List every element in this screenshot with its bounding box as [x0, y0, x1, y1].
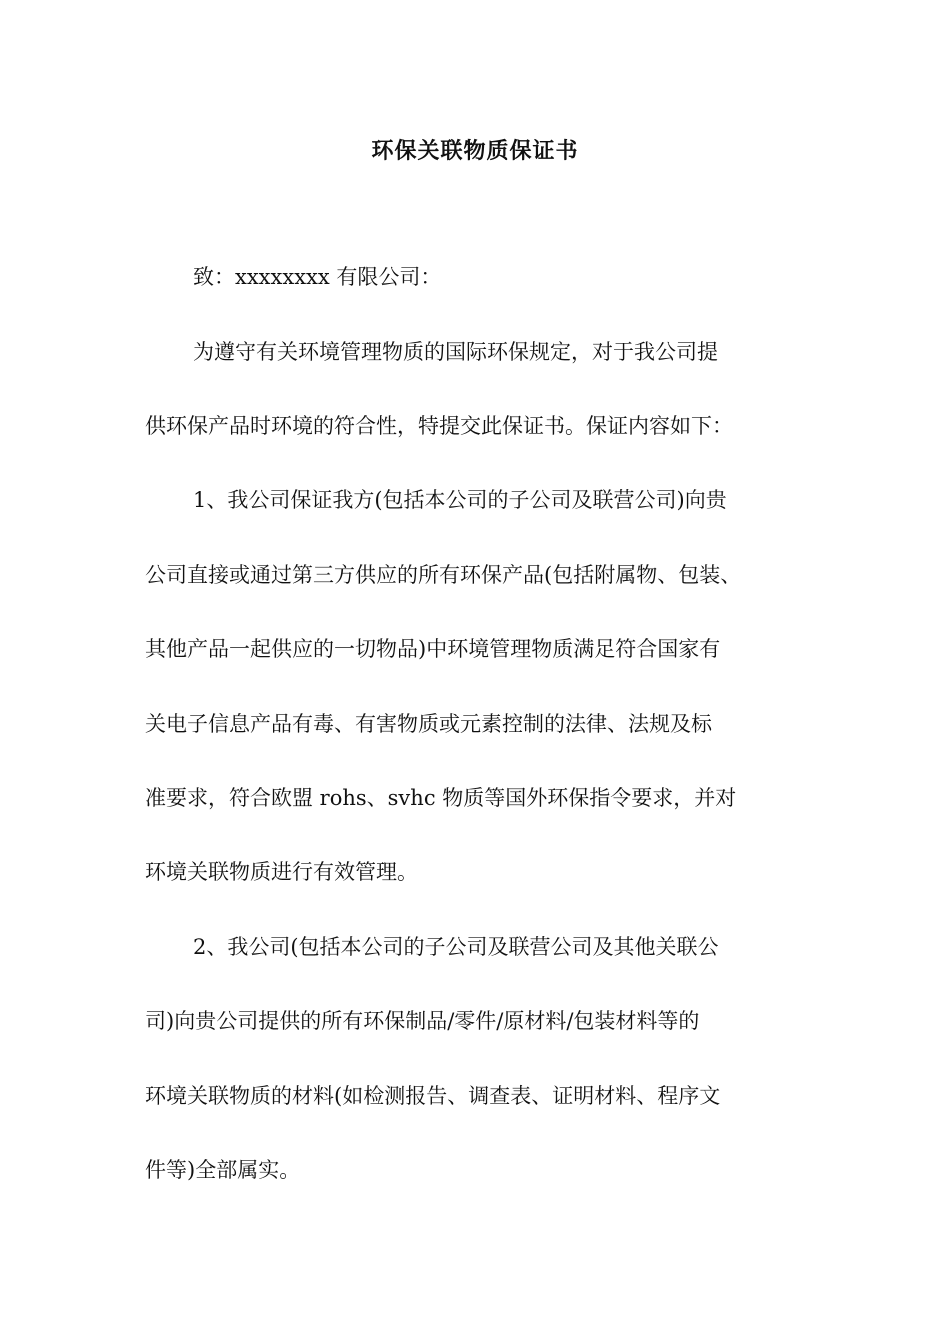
paragraph-line: 司)向贵公司提供的所有环保制品/零件/原材料/包装材料等的	[145, 1009, 700, 1033]
paragraph-line: 环境关联物质的材料(如检测报告、调查表、证明材料、程序文	[145, 1084, 721, 1108]
salutation: 致：xxxxxxxx 有限公司：	[193, 265, 442, 289]
paragraph-line: 环境关联物质进行有效管理。	[145, 860, 418, 884]
document-title: 环保关联物质保证书	[371, 138, 579, 164]
paragraph-line: 1、我公司保证我方(包括本公司的子公司及联营公司)向贵	[193, 488, 727, 512]
paragraph-line: 2、我公司(包括本公司的子公司及联营公司及其他关联公	[193, 935, 719, 959]
paragraph-line: 供环保产品时环境的符合性，特提交此保证书。保证内容如下：	[145, 414, 733, 438]
paragraph-line: 准要求，符合欧盟 rohs、svhc 物质等国外环保指令要求，并对	[145, 786, 737, 810]
paragraph-line: 公司直接或通过第三方供应的所有环保产品(包括附属物、包装、	[145, 563, 742, 587]
paragraph-line: 其他产品一起供应的一切物品)中环境管理物质满足符合国家有	[145, 637, 721, 661]
paragraph-line: 关电子信息产品有毒、有害物质或元素控制的法律、法规及标	[145, 712, 712, 736]
paragraph-line: 为遵守有关环境管理物质的国际环保规定，对于我公司提	[193, 340, 718, 364]
paragraph-line: 件等)全部属实。	[145, 1158, 301, 1182]
